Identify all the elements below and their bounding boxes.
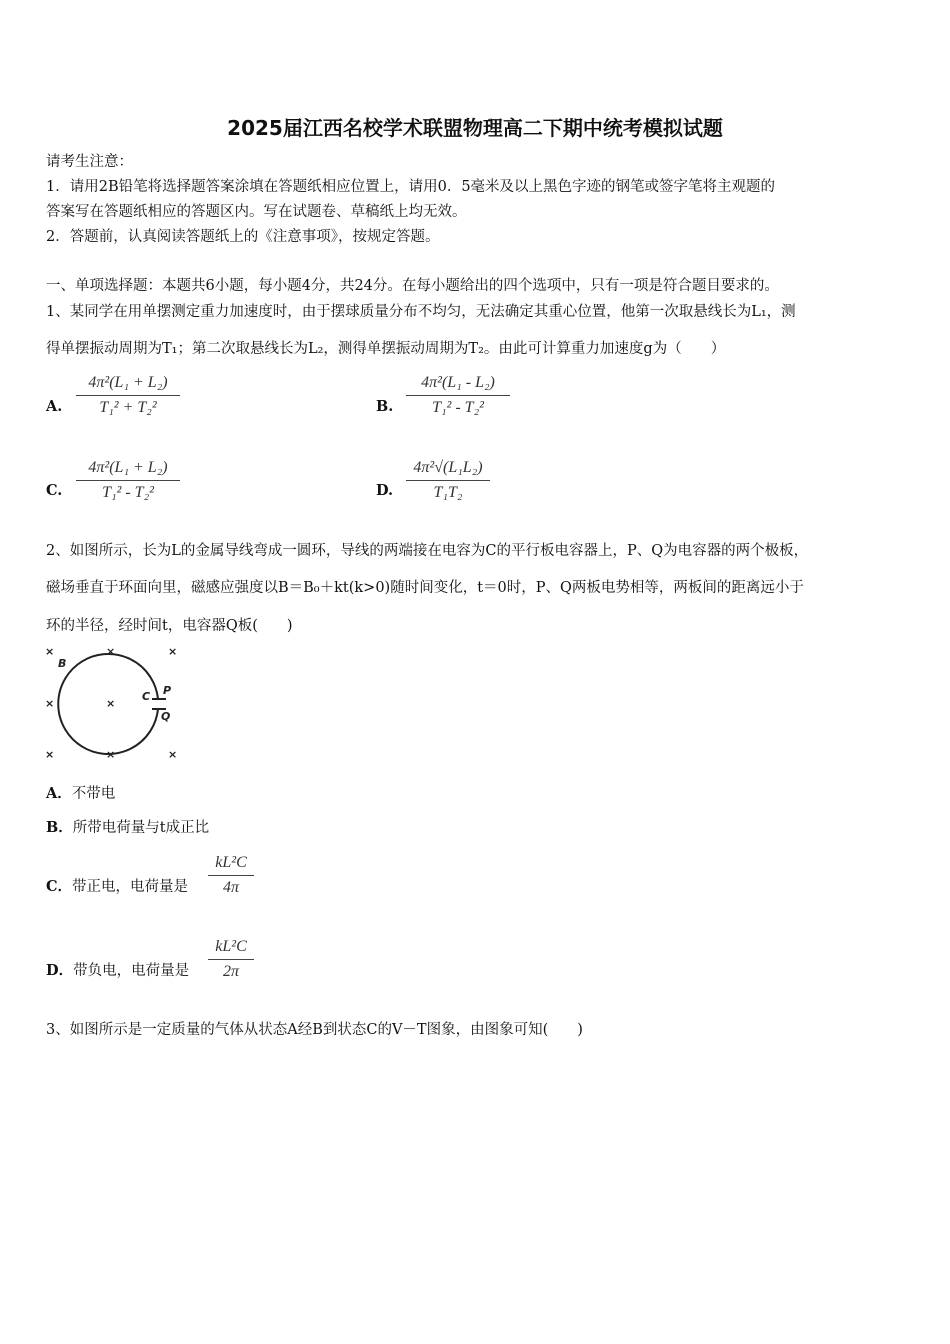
option-label: C． <box>46 878 73 895</box>
option-label: B． <box>46 819 73 836</box>
fraction-bar <box>208 959 254 960</box>
option-text: 不带电 <box>71 786 116 802</box>
fraction-bar <box>406 395 510 396</box>
option-text: 所带电荷量与t成正比 <box>72 820 210 836</box>
formula-denominator: T₁² - T₂² <box>432 399 484 416</box>
notice-line-1: 1．请用2B铅笔将选择题答案涂填在答题纸相应位置上，请用0．5毫米及以上黑色字迹的钢笔或签字笔将主观题的 <box>46 179 776 195</box>
q1-option-c-label: C. <box>46 482 63 499</box>
q2-text-line2: 磁场垂直于环面向里，磁感应强度以B＝B₀＋kt(k>0)随时间变化，t＝0时，P、Q两板电势相等，两板间的距离远小于 <box>46 580 804 596</box>
formula-numerator: 4π²√(L₁L₂) <box>413 459 483 476</box>
option-label: A． <box>46 785 72 802</box>
q1-option-a-label: A. <box>46 398 63 415</box>
formula-numerator: kL²C <box>215 938 247 955</box>
fraction-bar <box>208 875 254 876</box>
q2-option-d <box>46 961 189 981</box>
cross-mark: × <box>106 748 116 761</box>
cross-mark: × <box>168 748 178 761</box>
q2-option-c-formula <box>208 852 254 899</box>
notice-heading: 请考生注意： <box>46 154 133 170</box>
formula-denominator: 4π <box>222 879 239 896</box>
formula-denominator: T₁T₂ <box>433 484 463 501</box>
formula-numerator: 4π²(L₁ - L₂) <box>421 374 495 391</box>
q1-option-a-formula <box>76 372 180 419</box>
q2-option-b <box>46 818 209 838</box>
option-text: 带负电，电荷量是 <box>73 963 190 979</box>
option-text: 带正电，电荷量是 <box>72 879 189 895</box>
q3-text-line1: 3、如图所示是一定质量的气体从状态A经B到状态C的V－T图象，由图象可知( ) <box>46 1022 583 1038</box>
notice-line-2: 2．答题前，认真阅读答题纸上的《注意事项》，按规定答题。 <box>46 229 440 245</box>
q1-option-c-formula <box>76 457 180 504</box>
q1-text-line1: 1、某同学在用单摆测定重力加速度时，由于摆球质量分布不均匀，无法确定其重心位置，他第一次取悬线长为L₁，测 <box>46 304 796 320</box>
cross-mark: × <box>106 697 116 710</box>
capacitor-label: C <box>142 690 151 703</box>
formula-denominator: 2π <box>222 963 239 980</box>
fraction-bar <box>76 395 180 396</box>
q2-text-line3: 环的半径，经时间t，电容器Q板( ) <box>46 618 293 634</box>
section-heading: 一、单项选择题：本题共6小题，每小题4分，共24分。在每小题给出的四个选项中，只有一项是符合题目要求的。 <box>46 278 779 294</box>
q1-option-d-label: D. <box>376 482 394 499</box>
q2-option-d-formula <box>208 936 254 983</box>
page-title: 2025届江西名校学术联盟物理高二下期中统考模拟试题 <box>227 116 723 140</box>
q1-text-line2: 得单摆振动周期为T₁；第二次取悬线长为L₂，测得单摆振动周期为T₂。由此可计算重力加速度g为（ ） <box>46 341 726 357</box>
formula-denominator: T₁² - T₂² <box>102 484 154 501</box>
plate-p-label: P <box>163 684 172 697</box>
cross-mark: × <box>45 697 55 710</box>
notice-line-1b: 答案写在答题纸相应的答题区内。写在试题卷、草稿纸上均无效。 <box>46 204 467 220</box>
cross-mark: × <box>106 645 116 658</box>
fraction-bar <box>406 480 490 481</box>
option-label: D． <box>46 962 74 979</box>
plate-q-label: Q <box>161 710 171 723</box>
q1-option-d-formula <box>406 457 490 504</box>
q1-option-b-formula <box>406 372 510 419</box>
q2-option-c <box>46 877 188 897</box>
formula-numerator: 4π²(L₁ + L₂) <box>88 374 168 391</box>
formula-numerator: 4π²(L₁ + L₂) <box>88 459 168 476</box>
formula-numerator: kL²C <box>215 854 247 871</box>
fraction-bar <box>76 480 180 481</box>
cross-mark: × <box>45 748 55 761</box>
q2-circuit-figure <box>42 643 192 761</box>
cross-mark: × <box>168 645 178 658</box>
q2-text-line1: 2、如图所示，长为L的金属导线弯成一圆环，导线的两端接在电容为C的平行板电容器上，P、Q为电容器的两个极板， <box>46 543 809 559</box>
q1-option-b-label: B. <box>376 398 394 415</box>
b-field-label: B <box>58 657 67 670</box>
cross-mark: × <box>45 645 55 658</box>
formula-denominator: T₁² + T₂² <box>99 399 157 416</box>
q2-option-a <box>46 784 115 804</box>
